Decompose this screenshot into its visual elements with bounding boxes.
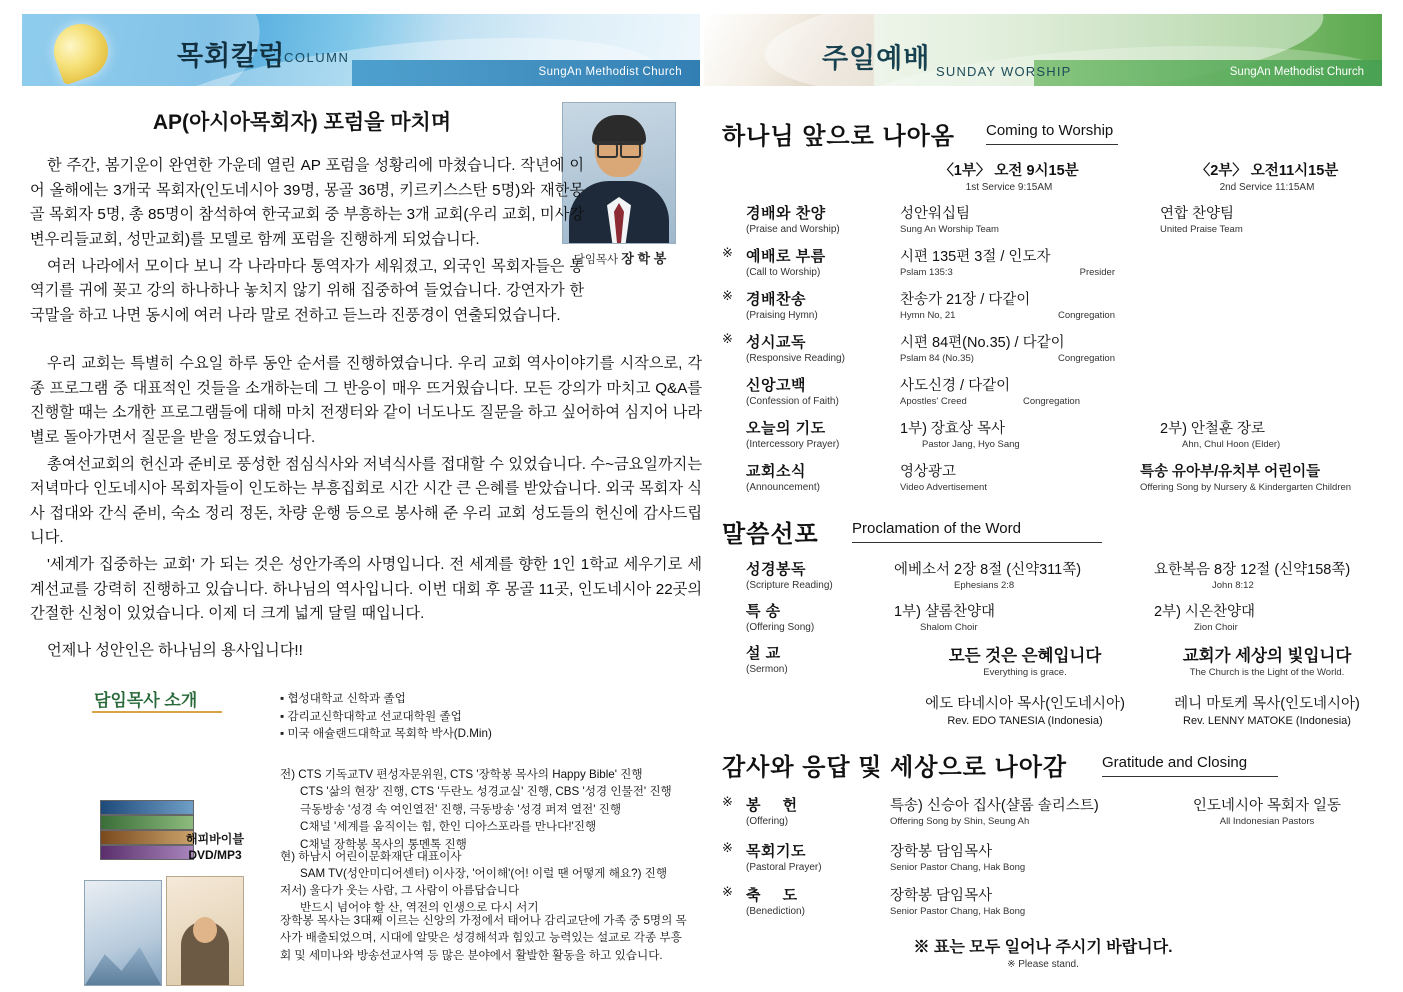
row-value-service1 [890,840,1152,873]
row-label-ko: 축 도 [746,887,807,904]
row-label [746,642,896,675]
career-present-list [280,848,667,883]
row-label-ko: 성경봉독 [746,561,806,578]
value-en-left: Pslam 84 (No.35) [900,353,974,364]
list-item: 현) 하남시 어린이문화재단 대표이사 [280,850,462,863]
value-en: Offering Song by Nursery & Kindergarten Children [1140,482,1352,493]
row-label-en: (Announcement) [746,482,820,493]
value-en-left: Hymn No, 21 [900,310,956,321]
service-1-header [894,159,1124,193]
value-ko: 1부) 장효상 목사 [900,421,1005,437]
value-en-left: Apostles' Creed [900,396,967,407]
book1-mountain [85,941,161,985]
section3-rule [1102,776,1278,777]
dvd-case [100,845,194,860]
worship-title-en: SUNDAY WORSHIP [936,64,1072,79]
stand-marker: ※ [722,794,733,809]
value-ko: 찬송가 21장 / 다같이 [900,292,1031,308]
section1-rule [986,144,1118,145]
value-en-right: Congregation [1022,396,1080,407]
value-en-right: Presider [1079,267,1115,278]
row-label-ko: 신앙고백 [746,377,806,394]
list-item: C채널 장학봉 목사의 통멘톡 진행 [300,837,467,851]
row-value-service1 [900,202,1162,235]
row-label-en: (Scripture Reading) [746,580,833,591]
section2-title-en: Proclamation of the Word [852,520,1021,537]
section3-title-en: Gratitude and Closing [1102,754,1248,771]
row-label-en: (Intercessory Prayer) [746,439,840,450]
education-list [280,690,492,743]
value-ko: 2부) 안철훈 장로 [1160,421,1265,437]
row-label [746,794,896,827]
list-item: C채널 '세계를 움직이는 힘, 한인 디아스포라를 만나다!'진행 [300,820,597,834]
row-label-en: (Call to Worship) [746,267,821,278]
value-en: Senior Pastor Chang, Hak Bong [890,862,1026,873]
section2-rule [852,542,1102,543]
section2-title-ko: 말씀선포 [722,521,819,548]
value-ko: 영상광고 [900,464,957,480]
stand-marker: ※ [722,288,733,303]
value-en-left: Pslam 135:3 [900,267,953,278]
value-en: All Indonesian Pastors [1219,816,1315,827]
service-1-time-ko: 〈1부〉 오전 9시15분 [939,163,1079,179]
row-label-ko: 목회기도 [746,843,806,860]
preacher-en: Rev. EDO TANESIA (Indonesia) [947,715,1103,727]
section1-title-ko: 하나님 앞으로 나아옴 [722,123,955,150]
row-value-service1 [900,374,1162,407]
service-2-header [1152,159,1382,193]
row-label [746,202,896,235]
paragraph: 총여선교회의 헌신과 준비로 풍성한 점심식사와 저녁식사를 접대할 수 있었습니다. 수~금요일까지는 저녁마다 인도네시아 목회자들이 인도하는 부흥집회로 시간 시간 큰 은혜를 받았습니다. 외국 목회자 식사 접대와 간식 준비, 숙소 정리 정돈, 차량 운행 등으로 봉사해 준 우리 교회 성도들의 헌신에 감사드립니다. [30,455,702,547]
row-value-service1 [894,558,1156,591]
row-label [746,331,896,364]
value-ko: 2부) 시온찬양대 [1154,604,1255,620]
list-item: 반드시 넘어야 할 산, 역전의 인생으로 다시 서기 [300,901,539,915]
stand-footnote [704,934,1382,970]
article-body-bottom [30,352,702,666]
value-en: John 8:12 [1212,580,1254,591]
dvd-label-line1: 해피바이블 [186,832,244,846]
value-en: Video Advertisement [900,482,987,493]
row-label-en: (Praising Hymn) [746,310,818,321]
row-label-ko: 오늘의 기도 [746,420,826,437]
column-title-en: COLUMN [284,50,350,65]
paragraph: 언제나 성안인은 하나님의 용사입니다!! [47,641,303,659]
value-ko: 1부) 샬롬찬양대 [894,604,995,620]
article-body-top [30,154,584,330]
value-en [900,353,1115,364]
paragraph: '세계가 집중하는 교회' 가 되는 것은 성안가족의 사명입니다. 전 세계를 향한 1인 1학교 세우기로 세계선교를 강력히 진행하고 있습니다. 하나님의 역사입니다. 이번 대회 후 몽골 11곳, 인도네시아 22곳의 간절한 신청이 있었습니다. 이제 더 크게 넓게 달릴 때입니다. [30,556,702,623]
value-en: Ephesians 2:8 [954,580,1015,591]
value-en-right: Congregation [1057,310,1115,321]
row-label-ko: 교회소식 [746,463,806,480]
row-label-en: (Responsive Reading) [746,353,845,364]
preacher-service1 [890,692,1160,727]
list-item: SAM TV(성안미디어센터) 이사장, '어이해'(어! 이럴 땐 어떻게 해요?) 진행 [300,867,668,881]
footnote-en: ※ Please stand. [1007,959,1079,970]
section3-title-ko: 감사와 응답 및 세상으로 나아감 [722,754,1068,781]
row-value-service2 [1160,202,1382,235]
row-label-en: (Sermon) [746,664,788,675]
column-title-ko: 목회칼럼 [177,41,286,71]
value-en: Ahn, Chul Hoon (Elder) [1182,439,1281,450]
value-ko: 시편 135편 3절 / 인도자 [900,249,1051,265]
row-value-service1 [890,794,1152,827]
row-label-en: (Praise and Worship) [746,224,840,235]
paragraph: 우리 교회는 특별히 수요일 하루 동안 순서를 진행하였습니다. 우리 교회 역사이야기를 시작으로, 각종 프로그램 중 대표적인 것들을 소개하는데 그 반응이 매우 뜨거웠습니다. 모든 강의가 마치고 Q&A를 진행할 때는 소개한 프로그램들에 대해 마치 전쟁터와 같이 너도나도 질문을 하고 싶어하여 심지어 나라별로 돌아가면서 질문을 받을 정도였습니다. [30,355,702,446]
value-ko: 연합 찬양팀 [1160,206,1235,222]
sermon-title-ko: 모든 것은 은혜입니다 [948,647,1102,665]
sermon-title-ko: 교회가 세상의 빛입니다 [1182,647,1352,665]
list-item: 저서) 울다가 웃는 사람, 그 사람이 아름답습니다 [280,884,520,897]
value-en: United Praise Team [1160,224,1243,235]
church-name-left: SungAn Methodist Church [538,66,682,78]
dvd-case [100,830,194,845]
row-label [746,840,896,873]
value-ko: 시편 84편(No.35) / 다같이 [900,335,1065,351]
church-name-right: SungAn Methodist Church [1229,66,1364,78]
list-item: ▪ 감리교신학대학교 선교대학원 졸업 [280,708,492,726]
preacher-ko: 에도 타네시아 목사(인도네시아) [925,696,1125,712]
value-en: Shalom Choir [920,622,978,633]
career-past-list [280,766,672,853]
book-cover-1 [84,880,162,986]
value-en-right: Congregation [1057,353,1115,364]
stand-marker: ※ [722,331,733,346]
footnote-ko: ※ 표는 모두 일어나 주시기 바랍니다. [913,939,1173,956]
sermon-title-service1 [890,642,1160,678]
row-label [746,460,896,493]
row-value-service1 [890,884,1152,917]
preacher-ko: 레니 마토케 목사(인도네시아) [1174,696,1360,712]
row-value-service1 [900,288,1162,321]
pastor-name: 장 학 봉 [621,251,667,266]
intro-underline [92,711,222,713]
preacher-en: Rev. LENNY MATOKE (Indonesia) [1183,715,1351,727]
value-en: Sung An Worship Team [900,224,999,235]
value-ko: 요한복음 8장 12절 (신약158쪽) [1154,562,1351,578]
row-value-service1 [900,460,1162,493]
column-banner [22,14,700,86]
dvd-label [186,832,244,863]
row-label-ko: 성시교독 [746,334,806,351]
stand-marker: ※ [722,884,733,899]
row-value-service1 [900,331,1162,364]
book2-face [193,917,217,943]
pastor-role: 담임목사 [573,254,619,266]
sermon-title-en: Everything is grace. [983,667,1067,678]
row-value-service2 [1154,558,1376,591]
row-label-en: (Offering) [746,816,789,827]
dvd-label-line2: DVD/MP3 [188,847,242,862]
row-label-ko: 봉 헌 [746,797,807,814]
row-value-service1 [894,600,1156,633]
row-label [746,600,896,633]
sermon-title-service2 [1152,642,1382,678]
row-label [746,417,896,450]
value-ko: 장학봉 담임목사 [890,844,993,860]
worship-title-ko: 주일예배 [822,43,931,74]
row-value-service1 [900,245,1162,278]
row-label [746,558,896,591]
value-ko: 특송 유아부/유치부 어린이들 [1140,464,1321,480]
row-label-ko: 경배와 찬양 [746,205,826,222]
paragraph: 여러 나라에서 모이다 보니 각 나라마다 통역자가 세워졌고, 외국인 목회자들은 통역기를 귀에 꽂고 강의 하나하나 놓치지 않기 위해 집중하여 들었습니다. 강연자가 한국말을 하고 나면 동시에 여러 나라 말로 전하고 듣느라 진풍경이 연출되었습니다. [30,257,584,324]
row-label [746,288,896,321]
row-label-en: (Benediction) [746,906,805,917]
list-item: 전) CTS 기독교TV 편성자문위원, CTS '장학봉 목사의 Happy Bible' 진행 [280,768,643,781]
row-label [746,374,896,407]
value-en [900,310,1115,321]
row-label-ko: 특 송 [746,603,781,620]
value-en: Zion Choir [1194,622,1238,633]
service-1-time-en: 1st Service 9:15AM [965,182,1053,193]
book-cover-2 [166,876,244,986]
value-ko: 에베소서 2장 8절 (신약311쪽) [894,562,1082,578]
sermon-title-en: The Church is the Light of the World. [1189,667,1345,678]
value-ko: 사도신경 / 다같이 [900,378,1011,394]
row-label [746,884,896,917]
preacher-service2 [1152,692,1382,727]
value-en [900,267,1115,278]
row-label-en: (Pastoral Prayer) [746,862,822,873]
dvd-stack-image [100,800,196,862]
value-en: Offering Song by Shin, Seung Ah [890,816,1030,827]
list-item: CTS '삶의 현장' 진행, CTS '두란노 성경교실' 진행, CBS '성경 인물전' 진행 [300,785,672,799]
stand-marker: ※ [722,245,733,260]
article-title: AP(아시아목회자) 포럼을 마치며 [152,111,452,134]
row-value-service2 [1140,460,1382,493]
row-label-en: (Offering Song) [746,622,815,633]
stand-marker: ※ [722,840,733,855]
worship-banner [704,14,1382,86]
row-label-ko: 설 교 [746,645,781,662]
service-2-time-en: 2nd Service 11:15AM [1219,182,1315,193]
row-value-service1 [900,417,1162,450]
row-label-en: (Confession of Faith) [746,396,839,407]
glasses-icon [597,141,641,154]
worship-panel [704,14,1382,976]
list-item: ▪ 미국 애슐랜드대학교 목회학 박사(D.Min) [280,725,492,743]
service-2-time-ko: 〈2부〉 오전11시15분 [1195,163,1339,179]
row-value-service2 [1160,417,1382,450]
value-en: Senior Pastor Chang, Hak Bong [890,906,1026,917]
row-label-ko: 경배찬송 [746,291,806,308]
dvd-case [100,800,194,815]
row-value-service2 [1152,794,1382,827]
value-ko: 특송) 신승아 집사(샬롬 솔리스트) [890,798,1099,814]
list-item: 극동방송 '성경 속 여인열전' 진행, 극동방송 '성경 퍼져 열전' 진행 [300,802,622,816]
pastor-intro-heading: 담임목사 소개 [94,691,198,710]
column-panel [22,14,700,976]
list-item: ▪ 협성대학교 신학과 졸업 [280,690,492,708]
row-label [746,245,896,278]
row-value-service2 [1154,600,1376,633]
section1-title-en: Coming to Worship [986,122,1114,139]
row-label-ko: 예배로 부름 [746,248,826,265]
value-ko: 장학봉 담임목사 [890,888,993,904]
pastor-bio: 장학봉 목사는 3대째 이르는 신앙의 가정에서 태어나 감리교단에 가족 중 5명의 목사가 배출되었으며, 시대에 알맞은 성경해석과 힘있고 능력있는 설교로 각종 부흥회 및 세미나와 방송선교사역 등 많은 분야에서 활발한 활동을 하고 있습니다. [280,914,687,962]
value-en [900,396,1080,407]
value-en: Pastor Jang, Hyo Sang [922,439,1020,450]
value-ko: 인도네시아 목회자 일동 [1192,798,1342,814]
value-ko: 성안워십팀 [900,206,971,222]
dvd-case [100,815,194,830]
paragraph: 한 주간, 봄기운이 완연한 가운데 열린 AP 포럼을 성황리에 마쳤습니다. 작년에 이어 올해에는 3개국 목회자(인도네시아 39명, 몽골 36명, 키르키스스탄 5명)와 재한몽골 목회자 5명, 총 85명이 참석하여 한국교회 중 부흥하는 3개 교회(우리 교회, 미사강변우리들교회, 성만교회)를 모델로 함께 포럼을 진행하게 되었습니다. [30,157,584,248]
